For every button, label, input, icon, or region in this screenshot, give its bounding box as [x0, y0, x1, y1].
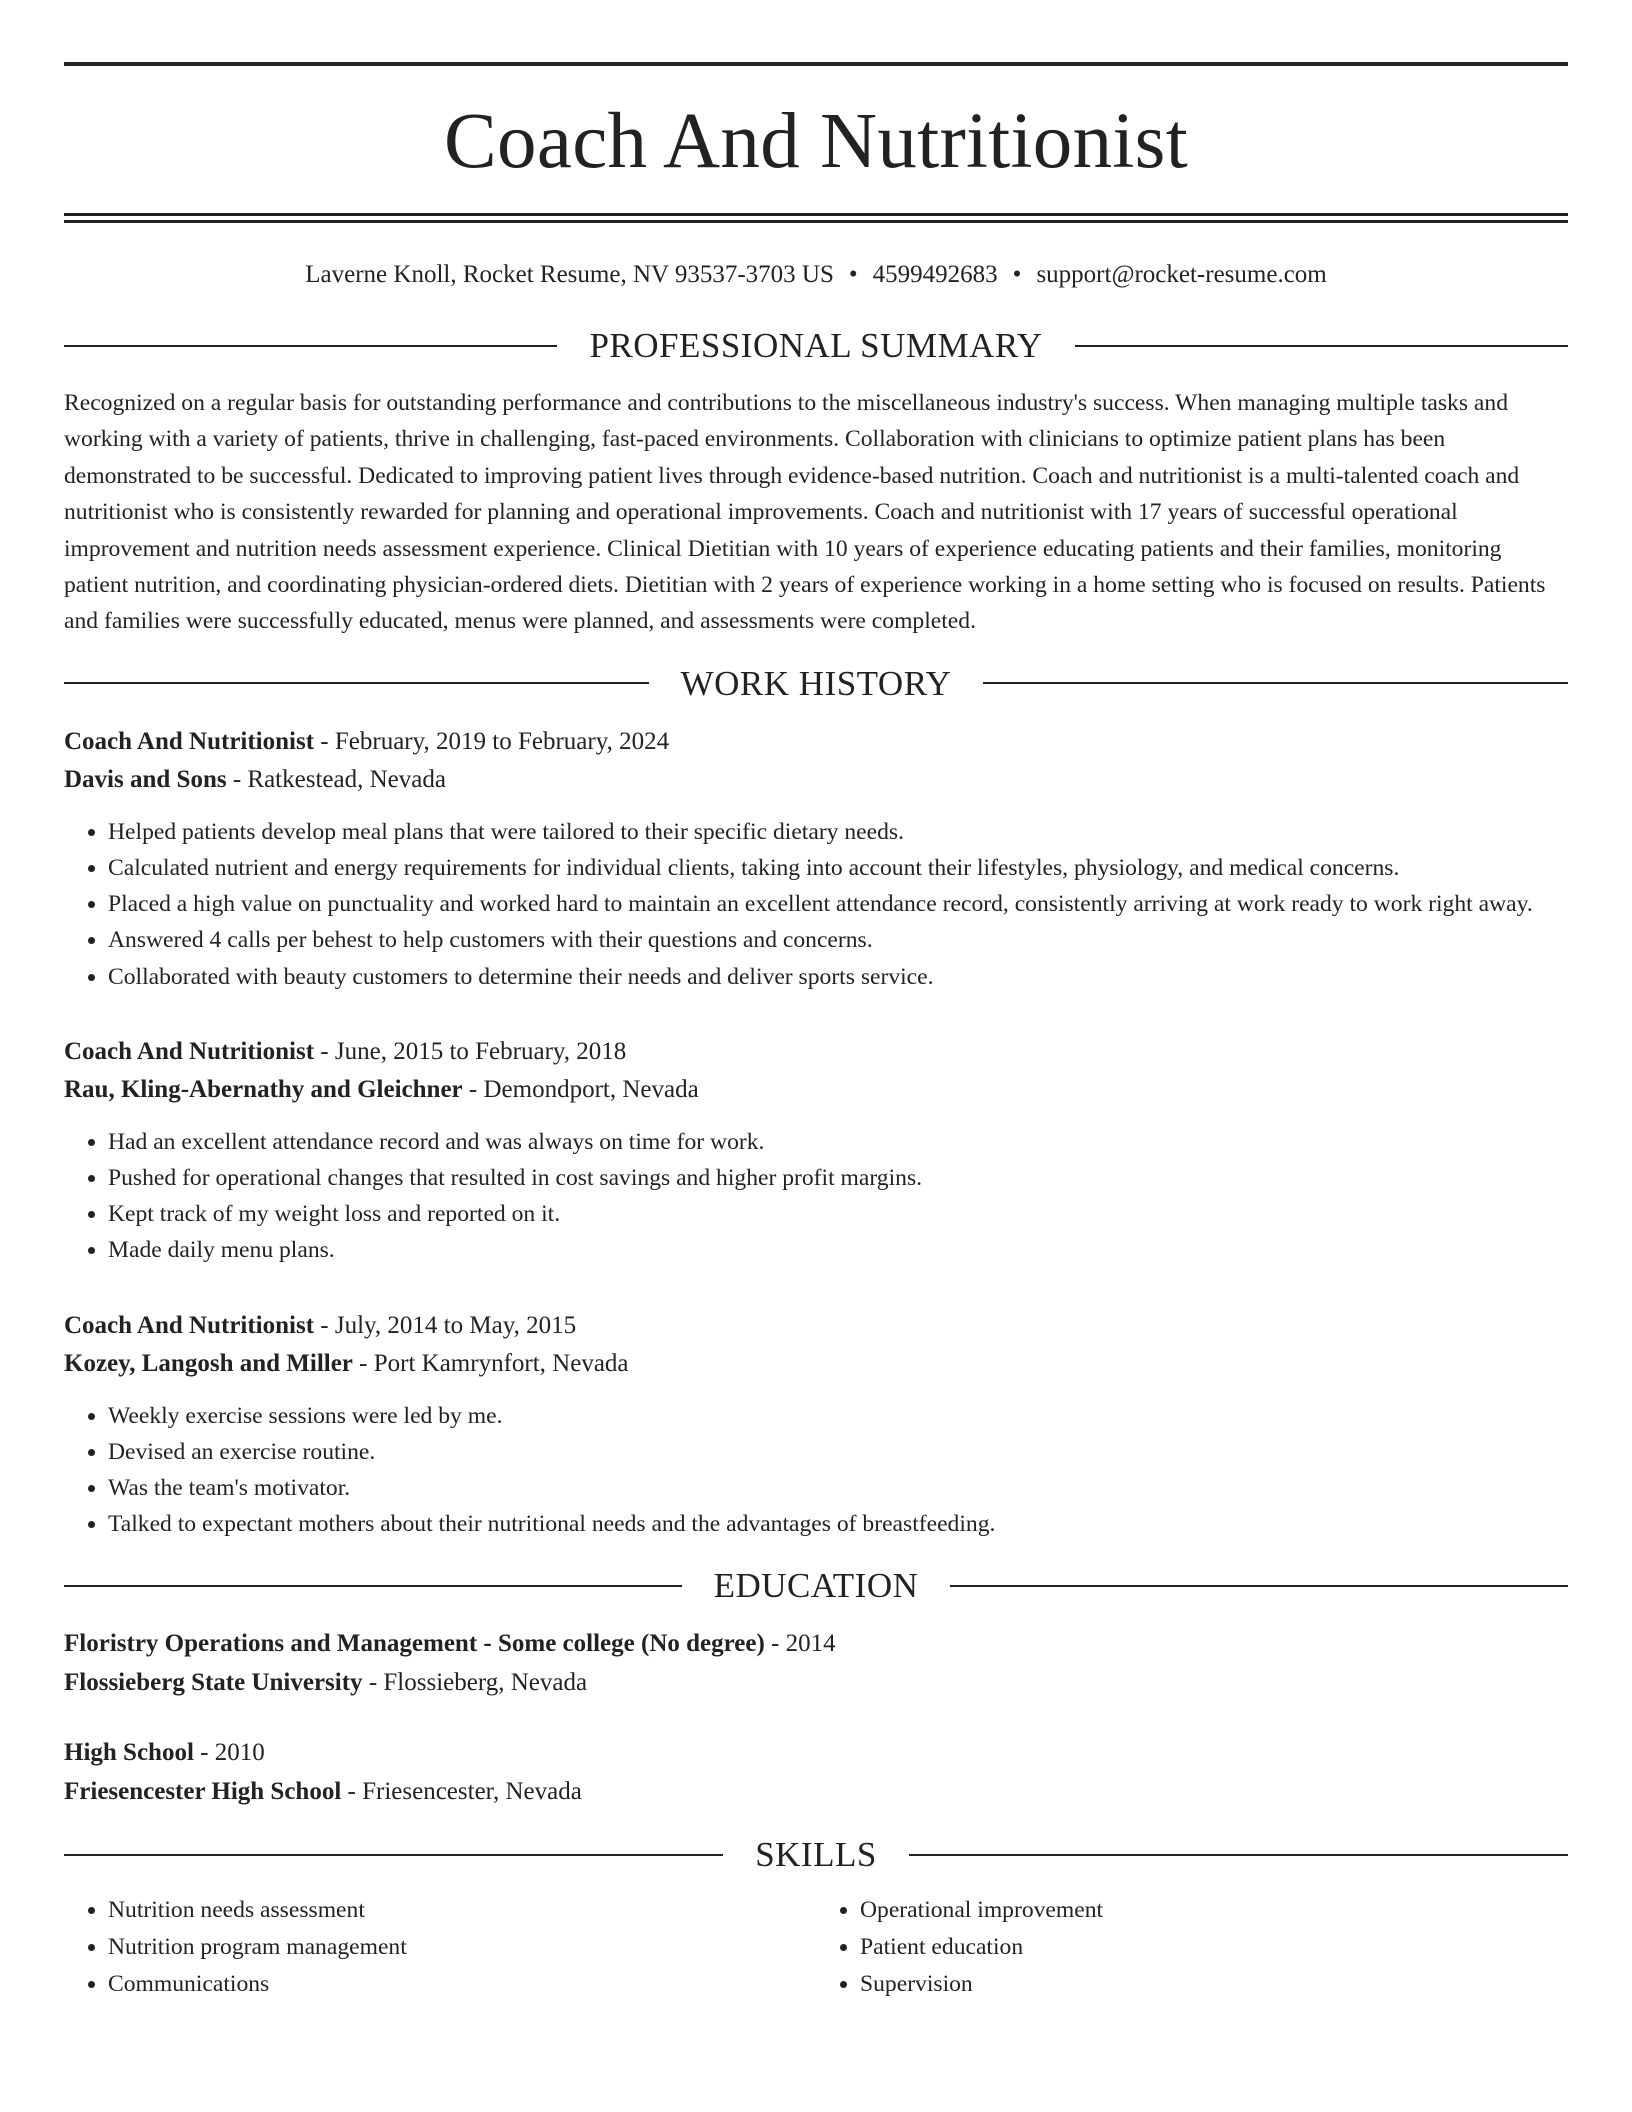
section-heading-skills [64, 1835, 1568, 1875]
list-item: • Kept track of my weight loss and reported on it. [108, 1196, 1568, 1232]
education-entry [64, 1625, 1568, 1702]
education-entry [64, 1734, 1568, 1811]
list-item: • Devised an exercise routine. [108, 1434, 1568, 1470]
list-item: • Was the team's motivator. [108, 1470, 1568, 1506]
job-location: - Port Kamrynfort, Nevada [352, 1350, 629, 1378]
job-bullets [64, 814, 1568, 995]
heading-rule [64, 682, 649, 684]
contact-line [64, 260, 1568, 290]
job-entry [64, 1033, 1568, 1269]
school-location: - Flossieberg, Nevada [362, 1668, 588, 1696]
degree-year: - 2014 [764, 1630, 836, 1658]
job-company: Rau, Kling-Abernathy and Gleichner [64, 1076, 463, 1104]
list-item: • Nutrition program management [108, 1929, 816, 1966]
list-item: • Pushed for operational changes that resulted in cost savings and higher profit margins. [108, 1160, 1568, 1196]
school-location: - Friesencester, Nevada [341, 1777, 582, 1805]
degree-row [64, 1625, 1568, 1664]
degree: High School [64, 1739, 194, 1767]
list-item: • Answered 4 calls per behest to help customers with their questions and concerns. [108, 922, 1568, 958]
heading-rule [64, 1854, 723, 1856]
job-title: Coach And Nutritionist [64, 1037, 315, 1065]
top-rule [64, 62, 1568, 66]
section-title: SKILLS [755, 1835, 877, 1875]
school: Friesencester High School [64, 1777, 342, 1805]
heading-rule [1075, 345, 1568, 347]
list-item: • Talked to expectant mothers about their nutritional needs and the advantages of breastfeeding. [108, 1506, 1568, 1542]
name-double-rule [64, 213, 1568, 223]
contact-address: Laverne Knoll, Rocket Resume, NV 93537-3703 US [305, 261, 834, 288]
job-title-row [64, 1307, 1568, 1346]
skills-columns [64, 1892, 1568, 2003]
list-item: • Placed a high value on punctuality and worked hard to maintain an excellent attendance record, consistently arriving at work ready to work right away. [108, 886, 1568, 922]
section-title: PROFESSIONAL SUMMARY [589, 326, 1043, 365]
job-company-row [64, 1345, 1568, 1384]
heading-rule [909, 1854, 1568, 1856]
section-heading-summary [64, 328, 1568, 363]
list-item: • Helped patients develop meal plans that were tailored to their specific dietary needs. [108, 814, 1568, 850]
list-item: • Weekly exercise sessions were led by me. [108, 1398, 1568, 1434]
skills-list-left [64, 1892, 816, 2003]
degree-year: - 2010 [193, 1739, 265, 1767]
contact-separator: • [848, 261, 858, 288]
job-entry [64, 723, 1568, 995]
job-dates: - July, 2014 to May, 2015 [314, 1311, 577, 1339]
section-title: WORK HISTORY [680, 663, 952, 703]
heading-rule [64, 1585, 682, 1587]
job-location: - Demondport, Nevada [462, 1076, 699, 1104]
job-dates: - June, 2015 to February, 2018 [314, 1037, 627, 1065]
heading-rule [983, 682, 1568, 684]
list-item: • Made daily menu plans. [108, 1232, 1568, 1268]
skills-list-right [816, 1892, 1568, 2003]
job-title: Coach And Nutritionist [64, 1311, 315, 1339]
list-item: • Calculated nutrient and energy requirements for individual clients, taking into account their lifestyles, physiology, and medical concerns. [108, 850, 1568, 886]
school-row [64, 1773, 1568, 1812]
degree-row [64, 1734, 1568, 1773]
job-title-row [64, 723, 1568, 762]
job-bullets [64, 1124, 1568, 1269]
job-company-row [64, 761, 1568, 800]
heading-rule [950, 1585, 1568, 1587]
job-company-row [64, 1071, 1568, 1110]
contact-email: support@rocket-resume.com [1036, 261, 1327, 288]
school-row [64, 1664, 1568, 1703]
list-item: • Had an excellent attendance record and was always on time for work. [108, 1124, 1568, 1160]
list-item: • Patient education [860, 1929, 1568, 1966]
section-heading-education [64, 1566, 1568, 1606]
contact-separator: • [1012, 261, 1022, 288]
job-title-row [64, 1033, 1568, 1072]
job-company: Davis and Sons [64, 766, 227, 794]
job-entry [64, 1307, 1568, 1543]
job-company: Kozey, Langosh and Miller [64, 1350, 353, 1378]
job-dates: - February, 2019 to February, 2024 [314, 727, 670, 755]
degree: Floristry Operations and Management - Some college (No degree) [64, 1630, 765, 1658]
school: Flossieberg State University [64, 1668, 363, 1696]
summary-text: Recognized on a regular basis for outstanding performance and contributions to the miscellaneous industry's success. When managing multiple tasks and working with a variety of patients, thrive in challenging, fast-paced environments. Collaboration with clinicians to optimize patient plans has been demonstrated to be successful. Dedicated to improving patient lives through evidence-based nutrition. Coach and nutritionist is a multi-talented coach and nutritionist who is consistently rewarded for planning and operational improvements. Coach and nutritionist with 17 years of successful operational improvement and nutrition needs assessment experience. Clinical Dietitian with 10 years of experience educating patients and their families, monitoring patient nutrition, and coordinating physician-ordered diets. Dietitian with 2 years of experience working in a home setting who is focused on results. Patients and families were successfully educated, menus were planned, and assessments were completed. [64, 390, 1546, 635]
job-title: Coach And Nutritionist [64, 727, 315, 755]
list-item: • Nutrition needs assessment [108, 1892, 816, 1929]
job-location: - Ratkestead, Nevada [226, 766, 446, 794]
list-item: • Supervision [860, 1966, 1568, 2003]
section-heading-work-history [64, 663, 1568, 703]
job-bullets [64, 1398, 1568, 1543]
list-item: • Communications [108, 1966, 816, 2003]
list-item: • Collaborated with beauty customers to determine their needs and deliver sports service. [108, 959, 1568, 995]
list-item: • Operational improvement [860, 1892, 1568, 1929]
contact-phone: 4599492683 [872, 261, 998, 288]
resume-name: Coach And Nutritionist [444, 98, 1188, 185]
heading-rule [64, 345, 557, 347]
section-title: EDUCATION [713, 1566, 919, 1606]
